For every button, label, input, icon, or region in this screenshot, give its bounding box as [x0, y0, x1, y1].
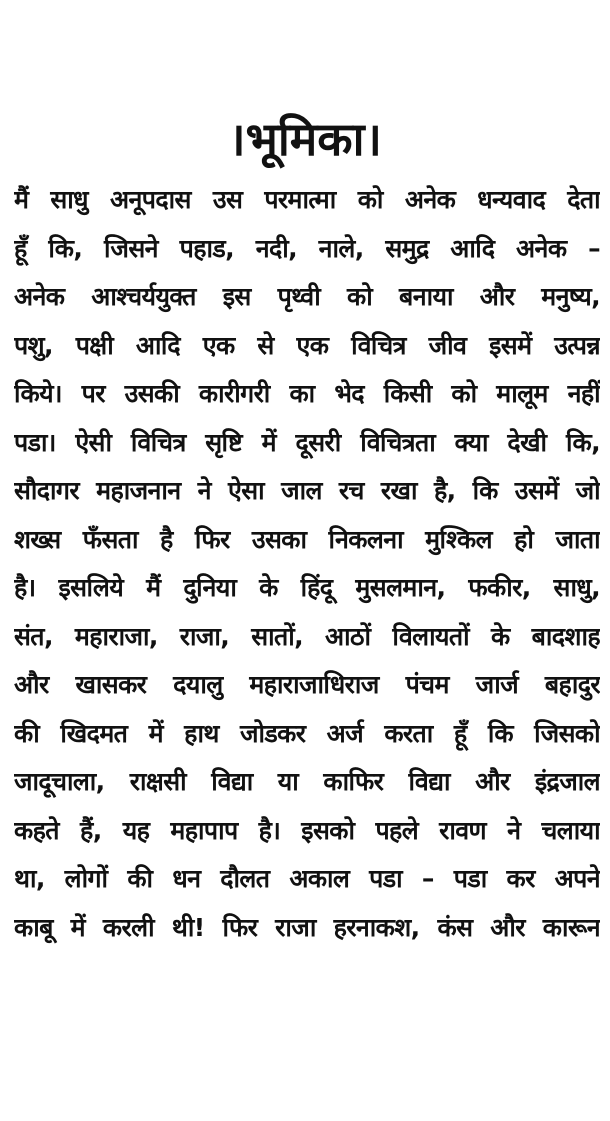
- page-title: ।भूमिका।: [228, 112, 382, 166]
- text-line: और खासकर दयालु महाराजाधिराज पंचम जार्ज बहादुर: [14, 670, 600, 699]
- text-line: है। इसलिये मैं दुनिया के हिंदू मुसलमान, फकीर, साधु,: [14, 573, 600, 602]
- text-line: कहते हैं, यह महापाप है। इसको पहले रावण ने चलाया: [14, 815, 600, 845]
- text-line: पशु, पक्षी आदि एक से एक विचित्र जीव इसमें उत्पन्न: [14, 330, 600, 360]
- text-line: संत, महाराजा, राजा, सातों, आठों विलायतों के बादशाह: [14, 621, 600, 651]
- text-line: किये। पर उसकी कारीगरी का भेद किसी को मालूम नहीं: [14, 379, 600, 408]
- text-line: की खिदमत में हाथ जोडकर अर्ज करता हूँ कि जिसको: [14, 718, 600, 748]
- text-line: जादूचाला, राक्षसी विद्या या काफिर विद्या और इंद्रजाल: [14, 767, 600, 796]
- text-line: काबू में करली थी! फिर राजा हरनाकश, कंस और कारून: [14, 912, 600, 942]
- text-line: शख्स फँसता है फिर उसका निकलना मुश्किल हो जाता: [14, 524, 600, 554]
- text-line: अनेक आश्चर्ययुक्त इस पृथ्वी को बनाया और मनुष्य,: [14, 282, 600, 311]
- text-line: मैं साधु अनूपदास उस परमात्मा को अनेक धन्यवाद देता: [14, 185, 600, 214]
- text-line: हूँ कि, जिसने पहाड, नदी, नाले, समुद्र आदि अनेक –: [14, 233, 600, 263]
- body-paragraph: [14, 176, 600, 952]
- text-line: सौदागर महाजनान ने ऐसा जाल रच रखा है, कि उसमें जो: [14, 476, 600, 505]
- text-line: था, लोगों की धन दौलत अकाल पडा – पडा कर अपने: [14, 864, 600, 893]
- text-line: पडा। ऐसी विचित्र सृष्टि में दूसरी विचित्रता क्या देखी कि,: [14, 427, 600, 457]
